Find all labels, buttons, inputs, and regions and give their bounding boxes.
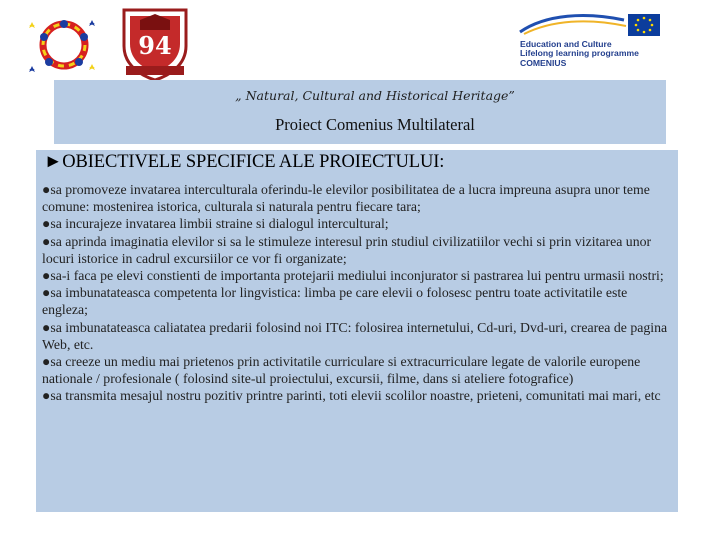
shield-icon — [112, 6, 198, 82]
objective-item: ●sa transmita mesajul nostru pozitiv printre parinti, toti elevii scolilor noastre, prieteni, comunitati mai mari, etc — [42, 388, 661, 404]
objectives-heading: ►OBIECTIVELE SPECIFICE ALE PROIECTULUI: — [44, 152, 445, 172]
objective-item: ●sa-i faca pe elevi constienti de importanta protejarii mediului inconjurator si pastrarea lui pentru urmasii nostri; — [42, 268, 664, 284]
project-subtitle: „ Natural, Cultural and Historical Heritage” — [235, 88, 515, 103]
objective-item: ●sa imbunatateasca competenta lor lingvistica: limba pe care elevii o folosesc pentru toate activitatile este engleza; — [42, 285, 628, 318]
eu-flag-icon — [516, 10, 666, 38]
objective-item: ●sa promoveze invatarea interculturala oferindu-le elevilor posibilitatea de a lucra impreuna asupra unor teme comune: mostenirea istorica, culturala si naturala pentru fiecare tara; — [42, 182, 650, 215]
header-panel — [54, 80, 666, 144]
program-line: Education and Culture — [520, 39, 612, 49]
comenius-circle-logo — [24, 12, 104, 78]
objective-item: ●sa imbunatateasca caliatatea predarii folosind noi ITC: folosirea internetului, Cd-uri, Dvd-uri, crearea de pagina Web, etc. — [42, 319, 668, 352]
project-title: Proiect Comenius Multilateral — [275, 115, 475, 134]
objectives-list — [42, 181, 674, 405]
eu-lifelong-learning-logo — [516, 10, 666, 80]
circle-of-children-icon — [24, 12, 104, 78]
program-text — [520, 40, 639, 68]
program-line: COMENIUS — [520, 57, 567, 68]
objective-item: ●sa incurajeze invatarea limbii straine si dialogul intercultural; — [42, 216, 389, 232]
objectives-panel — [36, 150, 678, 512]
school-shield-logo — [112, 6, 198, 82]
svg-text:94: 94 — [138, 31, 172, 60]
objective-item: ●sa aprinda imaginatia elevilor si sa le stimuleze interesul prin studiul civilizatiilor vechi si prin vizitarea unor locuri istorice in cadrul excursiilor ce vor fi organizate; — [42, 233, 652, 266]
objective-item: ●sa creeze un mediu mai prietenos prin activitatile curriculare si extracurriculare legate de valorile europene nationale / profesionale ( folosind site-ul proiectului, excursii, filme, dans si ateliere fotografice) — [42, 354, 641, 387]
program-line: Lifelong learning programme — [520, 48, 639, 59]
